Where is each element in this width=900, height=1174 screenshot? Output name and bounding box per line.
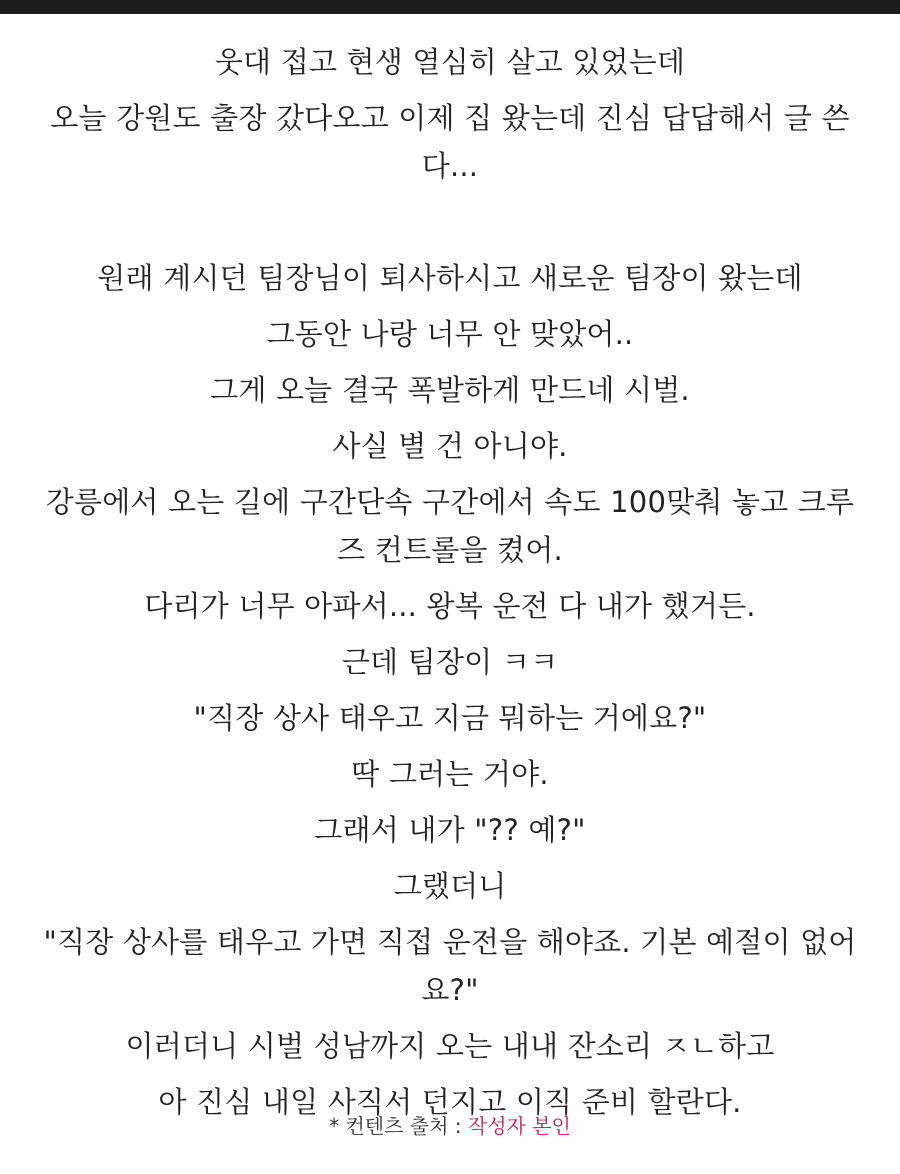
post-line: 원래 계시던 팀장님이 퇴사하시고 새로운 팀장이 왔는데 (97, 261, 803, 295)
post-line: 그동안 나랑 너무 안 맞았어.. (266, 317, 634, 351)
blank-line (0, 194, 900, 250)
top-bar (0, 0, 900, 14)
post-line: 사실 별 건 아니야. (332, 429, 568, 463)
post-line: 그게 오늘 결국 폭발하게 만드네 시벌. (210, 373, 690, 407)
post-line: 그래서 내가 "?? 예?" (314, 813, 586, 847)
post-line: 오늘 강원도 출장 갔다오고 이제 집 왔는데 진심 답답해서 글 쓴다... (50, 101, 850, 183)
post-line: "직장 상사를 태우고 가면 직접 운전을 해야죠. 기본 예절이 없어요?" (43, 925, 857, 1007)
source-label: * 컨텐츠 출처 : (329, 1114, 468, 1138)
post-line: 웃대 접고 현생 열심히 살고 있었는데 (214, 45, 686, 79)
post-line: 딱 그러는 거야. (351, 757, 549, 791)
source-author-link[interactable]: 작성자 본인 (467, 1114, 571, 1138)
post-line: 그랬더니 (393, 869, 507, 903)
post-line: 아 진심 내일 사직서 던지고 이직 준비 할란다. (158, 1085, 742, 1119)
post-line: 이러더니 시벌 성남까지 오는 내내 잔소리 ㅈㄴ하고 (125, 1029, 775, 1063)
post-line: 근데 팀장이 ㅋㅋ (341, 645, 559, 679)
post-line: 다리가 너무 아파서... 왕복 운전 다 내가 했거든. (144, 589, 756, 623)
post-line: "직장 상사 태우고 지금 뭐하는 거에요?" (193, 701, 707, 735)
post-line: 강릉에서 오는 길에 구간단속 구간에서 속도 100맞춰 놓고 크루즈 컨트롤을 켰어. (45, 485, 855, 567)
content-source (0, 1112, 900, 1140)
post-body (0, 34, 900, 1130)
